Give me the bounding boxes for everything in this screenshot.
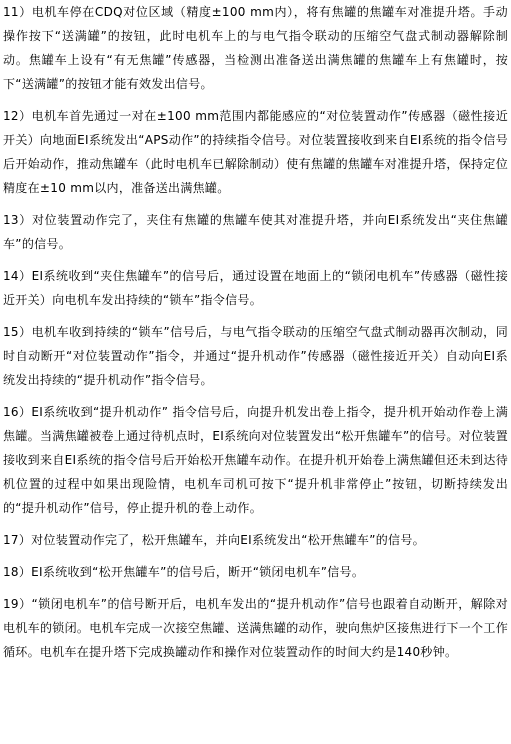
paragraph-step-16: 16）EI系统收到“提升机动作” 指令信号后，向提升机发出卷上指令，提升机开始动作卷上满焦罐。当满焦罐被卷上通过待机点时，EI系统向对位装置发出“松开焦罐车”的信号。对位装置接收到来自EI系统的指令信号后开始松开焦罐车动作。在提升机开始卷上满焦罐但还未到达待机位置的过程中如果出现险情，电机车司机可按下“提升机非常停止”按钮，切断持续发出的“提升机动作”信号，停止提升机的卷上动作。 bbox=[3, 405, 508, 515]
paragraph-step-19: 19）“锁闭电机车”的信号断开后，电机车发出的“提升机动作”信号也跟着自动断开，解除对电机车的锁闭。电机车完成一次接空焦罐、送满焦罐的动作，驶向焦炉区接焦进行下一个工作循环。电机车在提升塔下完成换罐动作和操作对位装置动作的时间大约是140秒钟。 bbox=[3, 597, 508, 659]
paragraph-step-13: 13）对位装置动作完了，夹住有焦罐的焦罐车使其对准提升塔，并向EI系统发出“夹住焦罐车”的信号。 bbox=[3, 213, 508, 251]
paragraph-step-15: 15）电机车收到持续的“锁车”信号后，与电气指令联动的压缩空气盘式制动器再次制动，同时自动断开“对位装置动作”指令，并通过“提升机动作”传感器（磁性接近开关）自动向EI系统发出持续的“提升机动作”指令信号。 bbox=[3, 325, 508, 387]
paragraph-step-11: 11）电机车停在CDQ对位区域（精度±100 mm内），将有焦罐的焦罐车对准提升塔。手动操作按下“送满罐”的按钮，此时电机车上的与电气指令联动的压缩空气盘式制动器解除制动。焦罐车上设有“有无焦罐”传感器，当检测出准备送出满焦罐的焦罐车上有焦罐时，按下“送满罐”的按钮才能有效发出信号。 bbox=[3, 5, 508, 91]
paragraph-step-12: 12）电机车首先通过一对在±100 mm范围内都能感应的“对位装置动作”传感器（磁性接近开关）向地面EI系统发出“APS动作”的持续指令信号。对位装置接收到来自EI系统的指令信号后开始动作，推动焦罐车（此时电机车已解除制动）使有焦罐的焦罐车对准提升塔，保持定位精度在±10 mm以内，准备送出满焦罐。 bbox=[3, 109, 508, 195]
paragraph-step-17: 17）对位装置动作完了，松开焦罐车，并向EI系统发出“松开焦罐车”的信号。 bbox=[3, 533, 425, 547]
paragraph-step-14: 14）EI系统收到“夹住焦罐车”的信号后，通过设置在地面上的“锁闭电机车”传感器（磁性接近开关）向电机车发出持续的“锁车”指令信号。 bbox=[3, 269, 508, 307]
paragraph-step-18: 18）EI系统收到“松开焦罐车”的信号后，断开“锁闭电机车”信号。 bbox=[3, 565, 365, 579]
